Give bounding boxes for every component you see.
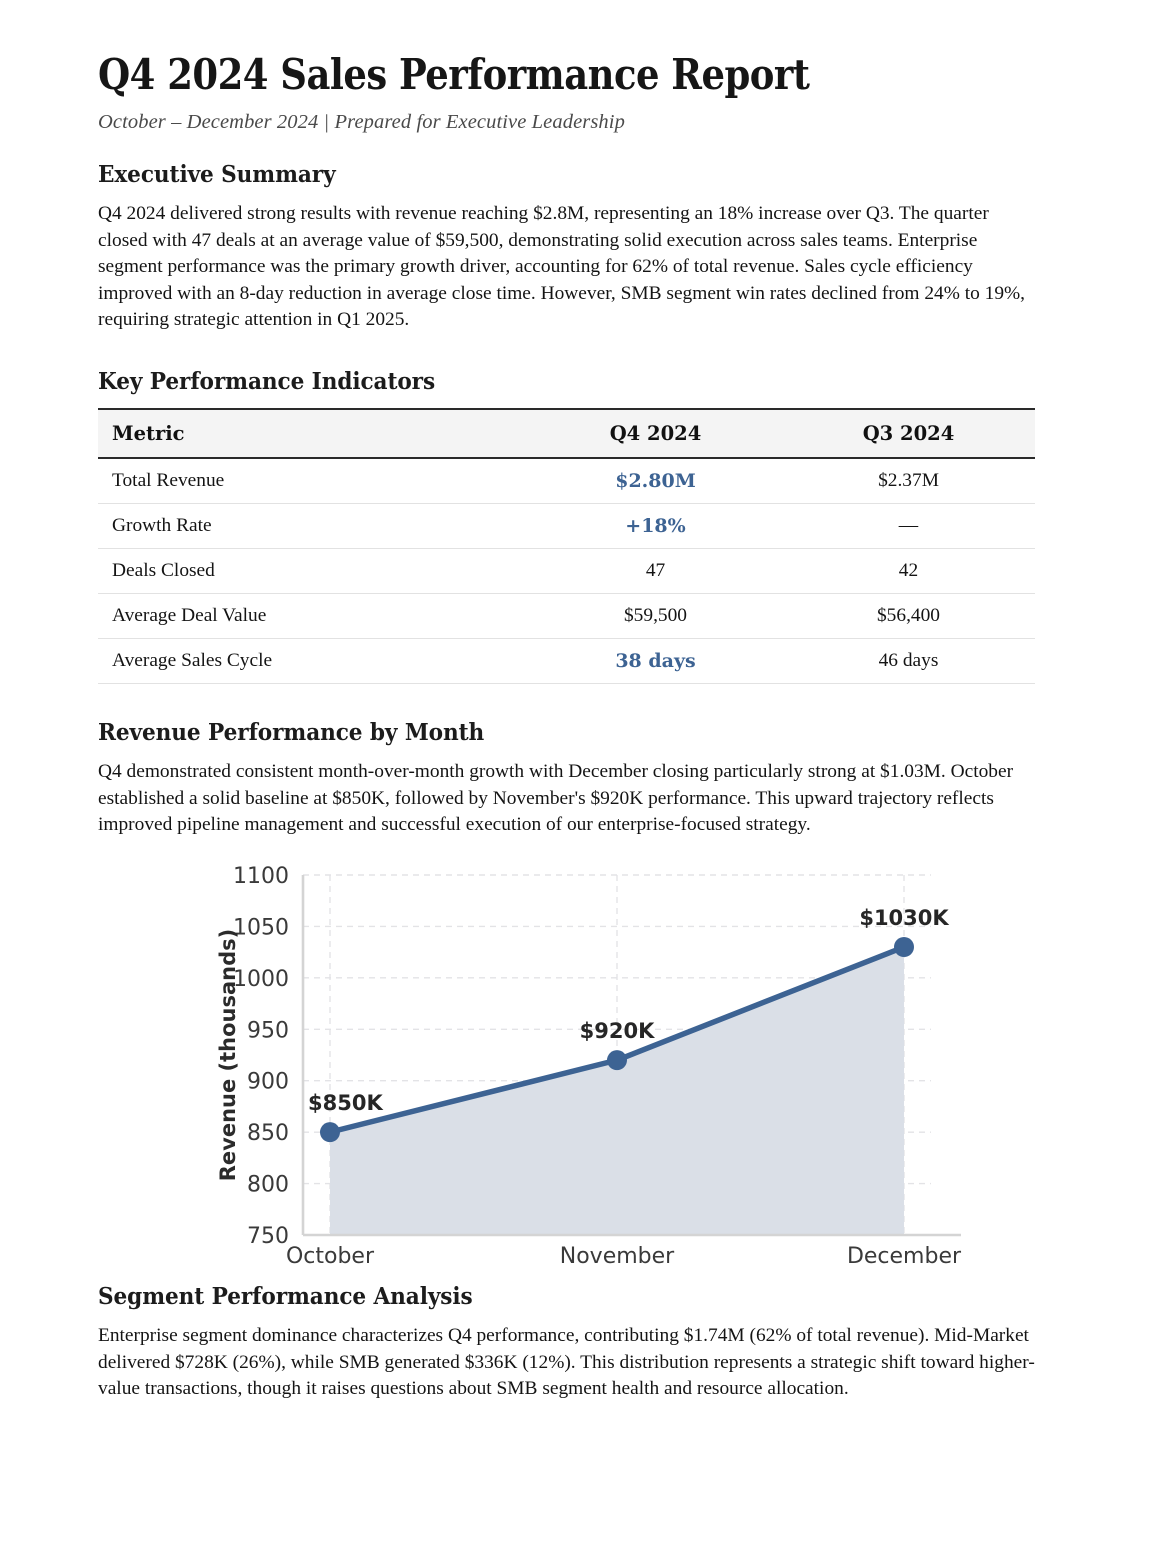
x-axis-tick-label: October bbox=[285, 1244, 375, 1270]
metric-label: Total Revenue bbox=[98, 458, 529, 504]
data-point-label: $850K bbox=[308, 1091, 383, 1116]
page-bottom-spacer bbox=[98, 1409, 1060, 1559]
metric-q4-value: $2.80M bbox=[529, 458, 782, 504]
metric-q3-value: $56,400 bbox=[782, 594, 1035, 639]
revenue-chart bbox=[98, 862, 1098, 1282]
metric-q3-value: — bbox=[782, 504, 1035, 549]
column-header-q4: Q4 2024 bbox=[529, 409, 782, 458]
metric-label: Average Sales Cycle bbox=[98, 639, 529, 684]
metric-label: Growth Rate bbox=[98, 504, 529, 549]
y-axis-title: Revenue (thousands) bbox=[216, 929, 240, 1182]
metric-q3-value: $2.37M bbox=[782, 458, 1035, 504]
page-subtitle: October – December 2024 | Prepared for Executive Leadership bbox=[98, 111, 625, 134]
revenue-section-paragraph: Q4 demonstrated consistent month-over-month growth with December closing particularly strong at $1.03M. October established a solid baseline at $850K, followed by November's $920K performance. This upward trajectory reflects improved pipeline management and successful execution of our enterprise-focused strategy. bbox=[98, 761, 1014, 836]
metric-q3-value: 42 bbox=[782, 549, 1035, 594]
revenue-area-chart-svg bbox=[98, 862, 1098, 1272]
data-point-marker bbox=[320, 1123, 340, 1143]
y-axis-tick-label: 800 bbox=[247, 1173, 289, 1199]
executive-summary-heading: Executive Summary bbox=[98, 160, 336, 189]
kpi-table-head bbox=[98, 409, 1035, 458]
page-title: Q4 2024 Sales Performance Report bbox=[98, 50, 810, 99]
y-axis-tick-label: 900 bbox=[247, 1070, 289, 1096]
table-row bbox=[98, 594, 1035, 639]
y-axis-tick-label: 1050 bbox=[233, 915, 289, 941]
metric-label: Average Deal Value bbox=[98, 594, 529, 639]
metric-q4-value: +18% bbox=[529, 504, 782, 549]
data-point-label: $920K bbox=[579, 1019, 655, 1044]
metric-q4-value: $59,500 bbox=[529, 594, 782, 639]
metric-label: Deals Closed bbox=[98, 549, 529, 594]
segment-section-paragraph: Enterprise segment dominance characterizes Q4 performance, contributing $1.74M (62% of total revenue). Mid-Market delivered $728K (26%), while SMB generated $336K (12%). This distribution represents a strategic shift toward higher-value transactions, though it raises questions about SMB segment health and resource allocation. bbox=[98, 1325, 1035, 1400]
data-point-marker bbox=[607, 1051, 627, 1071]
revenue-section-heading: Revenue Performance by Month bbox=[98, 718, 485, 747]
table-row bbox=[98, 639, 1035, 684]
table-row bbox=[98, 458, 1035, 504]
data-point-label: $1030K bbox=[859, 906, 949, 931]
metric-q4-value: 38 days bbox=[529, 639, 782, 684]
table-header-row bbox=[98, 409, 1035, 458]
kpi-table-body bbox=[98, 458, 1035, 684]
y-axis-tick-label: 850 bbox=[247, 1121, 289, 1147]
metric-q3-value: 46 days bbox=[782, 639, 1035, 684]
column-header-metric: Metric bbox=[98, 409, 529, 458]
table-row bbox=[98, 549, 1035, 594]
y-axis-tick-label: 750 bbox=[247, 1224, 289, 1250]
kpi-heading: Key Performance Indicators bbox=[98, 367, 436, 396]
kpi-table bbox=[98, 408, 1035, 684]
table-row bbox=[98, 504, 1035, 549]
executive-summary-paragraph: Q4 2024 delivered strong results with revenue reaching $2.8M, representing an 18% increase over Q3. The quarter closed with 47 deals at an average value of $59,500, demonstrating solid execution across sales teams. Enterprise segment performance was the primary growth driver, accounting for 62% of total revenue. Sales cycle efficiency improved with an 8-day reduction in average close time. However, SMB segment win rates declined from 24% to 19%, requiring strategic attention in Q1 2025. bbox=[98, 203, 1026, 330]
y-axis-tick-label: 1100 bbox=[233, 864, 289, 890]
y-axis-tick-label: 1000 bbox=[233, 967, 289, 993]
x-axis-tick-label: December bbox=[846, 1244, 962, 1270]
segment-section-heading: Segment Performance Analysis bbox=[98, 1282, 473, 1311]
data-point-marker bbox=[894, 937, 914, 957]
y-axis-tick-label: 950 bbox=[247, 1018, 289, 1044]
x-axis-tick-label: November bbox=[559, 1244, 675, 1270]
column-header-q3: Q3 2024 bbox=[782, 409, 1035, 458]
metric-q4-value: 47 bbox=[529, 549, 782, 594]
